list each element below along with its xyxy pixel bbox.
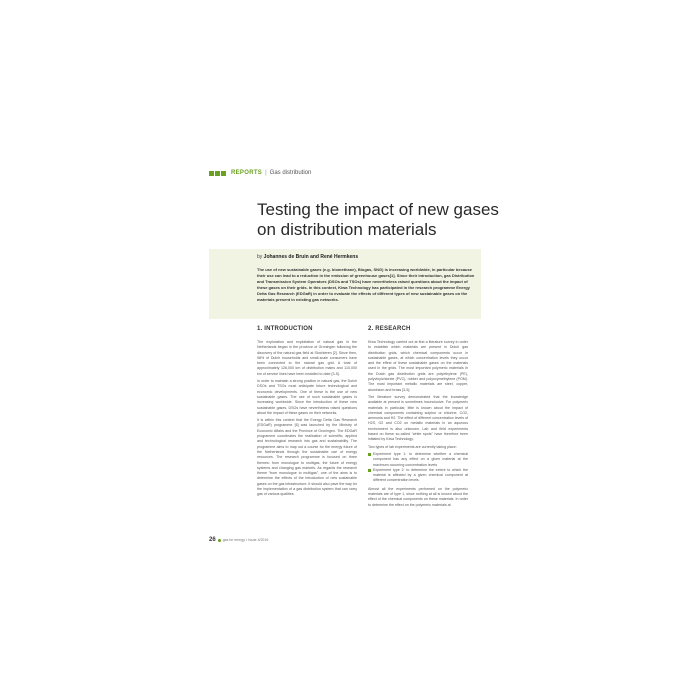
square-icon [221,171,226,176]
abstract-text: The use of new sustainable gases (e.g. biomethane), Biogas, SNG) is increasing worldwide, in particular because their use can lead to a reduction in the emission of greenhouse gases[1]. Since their introduction, gas Distribution and Transmission System Operators (DSOs and TSOs) have nevertheless raised questions about the impact of these gases on their grids. In this context, Kiwa Technology has participated in the research programme Energy Delta Gas Research (EDGaR) in order to evaluate the effects of different types of new sustainable gases on the materials present in existing gas networks. [257,267,475,302]
square-icon [215,171,220,176]
article-title: Testing the impact of new gases on distribution materials [257,200,499,239]
intro-column [257,340,357,500]
intro-paragraph: It is within this context that the Energy Delta Gas Research (EDGaR) programme [6] was launched by the Ministry of Economic Affairs and the Province of Groningen. The EDGaR programme coordinates the realisation of scientific, applied and technological research into gas and sustainability. The programme aims to map out a course for the energy future of the Netherlands through the sustainable use of energy resources. The research programme is focused on three themes: from monologue to multigas, the future of energy systems and changing gas markets. As regards the research theme “from monologue to multigas”, one of the aims is to determine the effects of the introduction of new sustainable gases on the gas infrastructure. It should also pave the way for the implementation of a gas distribution system that can carry gas of various qualities. [257,418,357,497]
intro-heading: 1. INTRODUCTION [257,326,313,332]
bullet-icon [368,453,371,456]
byline-authors: Johannes de Bruin and René Hermkens [263,254,359,260]
research-paragraph: Almost all the experiments performed on the polymeric materials are of type 1, since nothing at all is known about the effect of the chemical components on these materials. In order to determine the effect on the polymeric materials at [368,486,468,507]
bullet-text: Experiment type 1: to determine whether a chemical component has any effect on a given material at the maximum occurring concentration levels [373,451,468,467]
section-header [209,168,311,178]
byline [257,254,358,260]
research-column [368,340,468,510]
square-icon [209,171,214,176]
research-paragraph: Kiwa Technology carried out at first a literature survey in order to establish which materials are present in Dutch gas distribution grids, which chemical components occur in sustainable gases, at which concentration levels they occur and the effect of these sustainable gases on the materials used in the grids. The most important polymeric materials in the Dutch gas distribution grids are polyethylene (PE), polyvinylchloride (PVC), rubber and polyoxymethylene (POM). The most important metallic materials are steel, copper, aluminium and brass [3-5]. [368,340,468,392]
page-number: 26 [209,537,216,543]
bullet-icon [368,469,371,472]
dot-icon [218,539,221,542]
bullet-text: Experiment type 2: to determine the extent to which the material is affected by a given chemical component at different concentration levels [373,467,468,483]
section-label: REPORTS [231,170,263,176]
research-paragraph: The literature survey demonstrated that the knowledge available at present is sometimes inconclusive. For polymeric materials in particular, little is known about the impact of chemical components containing sulphur or chlorine, CO2, ammonia and H2. The effect of different concentration levels of H2S, O2 and CO2 on metallic materials in an aqueous environment is also unknown. Lab and field experiments based on these so-called “white spots” have therefore been initiated by Kiwa Technology. [368,394,468,442]
intro-paragraph: The exploration and exploitation of natural gas in the Netherlands began in the province of Groningen following the discovery of the natural gas field at Slochteren [2]. Since then, 98% of Dutch households and small-scale consumers have been connected to the natural gas grid. A total of approximately 126,000 km of distribution mains and 110,000 km of service lines have been installed to date [3-5]. [257,340,357,376]
research-paragraph: Two types of lab experiments are currently taking place: [368,444,457,449]
byline-prefix: by [257,254,264,260]
section-separator: | [265,170,267,176]
research-heading: 2. RESEARCH [368,326,411,332]
intro-paragraph: In order to maintain a strong position in natural gas, the Dutch DSOs and TSOs must anticipate future technological and economic developments. One of these is the use of new sustainable gases. The use of such sustainable gases is increasing worldwide. Since the introduction of these new sustainable gases, DSOs have nevertheless raised questions about the impact of these gases on their networks. [257,379,357,415]
journal-info: gas for energy • Issue 4/2016 [222,538,269,542]
page-footer [209,537,268,543]
list-item [368,468,468,484]
section-subtitle: Gas distribution [269,170,312,176]
list-item [368,452,468,468]
